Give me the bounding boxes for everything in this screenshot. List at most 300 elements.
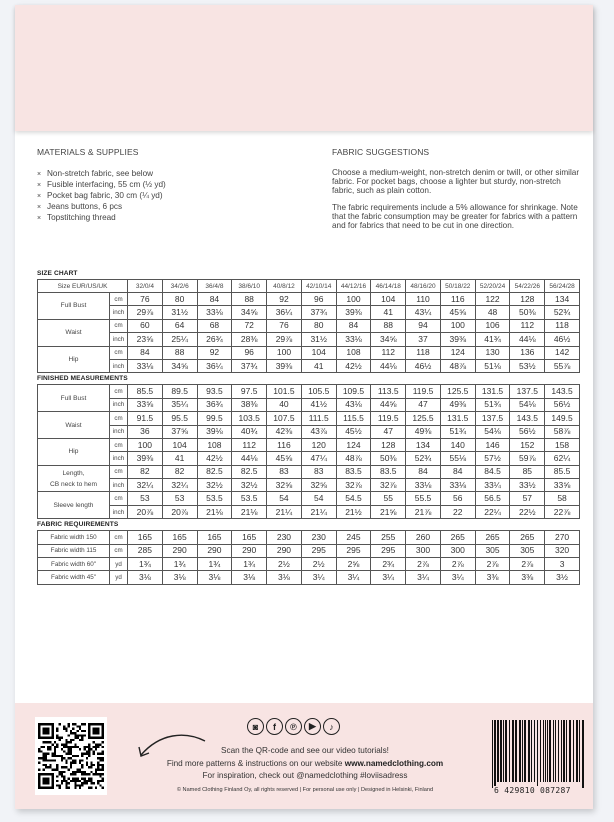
value-cell: 80 — [162, 293, 197, 306]
value-cell: 20⅞ — [128, 505, 163, 518]
value-cell: 51⅛ — [475, 359, 510, 372]
value-cell: 41 — [371, 306, 406, 319]
table-row — [38, 492, 580, 505]
value-cell: 38⅜ — [232, 398, 267, 411]
fabric-requirements-title: FABRIC REQUIREMENTS — [37, 521, 119, 529]
value-cell: 43⅞ — [301, 425, 336, 438]
value-cell: 134 — [406, 438, 441, 451]
value-cell: 41¾ — [475, 333, 510, 346]
material-item — [37, 191, 307, 202]
value-cell: 82.5 — [197, 465, 232, 478]
value-cell: 39⅜ — [267, 359, 302, 372]
value-cell: 47 — [371, 425, 406, 438]
value-cell: 95.5 — [162, 412, 197, 425]
size-column-header: 40/8/12 — [267, 280, 302, 293]
fabric-suggestions-title: FABRIC SUGGESTIONS — [332, 147, 430, 157]
value-cell: 128 — [510, 293, 545, 306]
bullet-x-icon: × — [37, 182, 42, 189]
value-cell: 55.5 — [406, 492, 441, 505]
value-cell: 21⅝ — [371, 505, 406, 518]
value-cell: 25¼ — [162, 333, 197, 346]
value-cell: 3⅛ — [267, 571, 302, 584]
value-cell: 290 — [162, 544, 197, 557]
value-cell: 230 — [267, 531, 302, 544]
scan-qr-text: Scan the QR-code and see our video tutorials! — [221, 746, 389, 755]
size-column-header: 32/0/4 — [128, 280, 163, 293]
materials-title: MATERIALS & SUPPLIES — [37, 147, 139, 157]
value-cell: 35¼ — [162, 398, 197, 411]
row-label: Waist — [38, 412, 110, 439]
unit-inch: inch — [110, 333, 128, 346]
value-cell: 113.5 — [371, 385, 406, 398]
value-cell: 60 — [128, 319, 163, 332]
size-column-header: 36/4/8 — [197, 280, 232, 293]
value-cell: 36¾ — [197, 398, 232, 411]
table-row — [38, 505, 580, 518]
value-cell: 42⅜ — [267, 425, 302, 438]
value-cell: 119.5 — [371, 412, 406, 425]
value-cell: 54 — [267, 492, 302, 505]
table-row — [38, 571, 580, 584]
qr-code-icon — [38, 720, 104, 792]
table-row — [38, 465, 580, 478]
value-cell: 84 — [440, 465, 475, 478]
value-cell: 33⅛ — [197, 306, 232, 319]
unit-cm: cm — [110, 412, 128, 425]
value-cell: 34⅝ — [162, 359, 197, 372]
value-cell: 42½ — [197, 452, 232, 465]
value-cell: 3¼ — [336, 571, 371, 584]
value-cell: 109.5 — [336, 385, 371, 398]
value-cell: 46½ — [545, 333, 580, 346]
value-cell: 41 — [162, 452, 197, 465]
value-cell: 104 — [162, 438, 197, 451]
value-cell: 125.5 — [440, 385, 475, 398]
value-cell: 33⅝ — [128, 398, 163, 411]
value-cell: 26¾ — [197, 333, 232, 346]
material-item-label: Fusible interfacing, 55 cm (½ yd) — [47, 180, 166, 189]
unit-inch: inch — [110, 359, 128, 372]
value-cell: 290 — [232, 544, 267, 557]
value-cell: 270 — [545, 531, 580, 544]
value-cell: 21½ — [336, 505, 371, 518]
value-cell: 265 — [440, 531, 475, 544]
value-cell: 143.5 — [545, 385, 580, 398]
value-cell: 300 — [406, 544, 441, 557]
tiktok-icon[interactable]: ♪ — [323, 718, 340, 735]
facebook-icon[interactable]: f — [266, 718, 283, 735]
value-cell: 165 — [232, 531, 267, 544]
value-cell: 295 — [301, 544, 336, 557]
material-item-label: Non-stretch fabric, see below — [47, 169, 154, 178]
value-cell: 32½ — [232, 479, 267, 492]
size-column-header: 42/10/14 — [301, 280, 336, 293]
value-cell: 1¾ — [232, 558, 267, 571]
value-cell: 100 — [440, 319, 475, 332]
value-cell: 112 — [510, 319, 545, 332]
qr-code[interactable] — [35, 717, 107, 795]
row-label: Fabric width 60" — [38, 558, 110, 571]
value-cell: 56½ — [545, 398, 580, 411]
table-row — [38, 452, 580, 465]
value-cell: 50⅜ — [510, 306, 545, 319]
unit-inch: inch — [110, 398, 128, 411]
size-column-header: 54/22/26 — [510, 280, 545, 293]
value-cell: 2⅞ — [510, 558, 545, 571]
value-cell: 47 — [406, 398, 441, 411]
table-row — [38, 385, 580, 398]
website-link[interactable]: www.namedclothing.com — [344, 758, 444, 768]
unit-cm: cm — [110, 346, 128, 359]
value-cell: 96 — [301, 293, 336, 306]
value-cell: 3½ — [545, 571, 580, 584]
material-item — [37, 169, 307, 180]
value-cell: 230 — [301, 531, 336, 544]
value-cell: 23⅝ — [128, 333, 163, 346]
value-cell: 42½ — [336, 359, 371, 372]
value-cell: 124 — [440, 346, 475, 359]
value-cell: 72 — [232, 319, 267, 332]
row-label: Full Bust — [38, 293, 110, 320]
value-cell: 28⅜ — [232, 333, 267, 346]
table-row — [38, 479, 580, 492]
unit-cm: cm — [110, 385, 128, 398]
size-column-header: 38/6/10 — [232, 280, 267, 293]
material-item — [37, 180, 307, 191]
unit-cm: cm — [110, 438, 128, 451]
unit-cm: cm — [110, 492, 128, 505]
value-cell: 89.5 — [162, 385, 197, 398]
bullet-x-icon: × — [37, 193, 42, 200]
value-cell: 149.5 — [545, 412, 580, 425]
table-row — [38, 438, 580, 451]
value-cell: 57 — [510, 492, 545, 505]
table-row — [38, 333, 580, 346]
pattern-page — [15, 5, 593, 809]
value-cell: 3 — [545, 558, 580, 571]
value-cell: 152 — [510, 438, 545, 451]
value-cell: 83.5 — [371, 465, 406, 478]
value-cell: 55⅛ — [440, 452, 475, 465]
material-item-label: Topstitching thread — [47, 213, 116, 222]
value-cell: 36¼ — [197, 359, 232, 372]
unit-cm: cm — [110, 319, 128, 332]
value-cell: 83.5 — [336, 465, 371, 478]
unit-inch: inch — [110, 306, 128, 319]
value-cell: 20⅞ — [162, 505, 197, 518]
value-cell: 3⅛ — [197, 571, 232, 584]
value-cell: 39⅜ — [336, 306, 371, 319]
value-cell: 320 — [545, 544, 580, 557]
copyright-text: © Named Clothing Finland Oy, all rights reserved | For personal use only | Designed in Helsinki, Finland — [176, 786, 434, 793]
value-cell: 300 — [440, 544, 475, 557]
unit-inch: inch — [110, 452, 128, 465]
value-cell: 100 — [128, 438, 163, 451]
value-cell: 143.5 — [510, 412, 545, 425]
value-cell: 56½ — [510, 425, 545, 438]
value-cell: 84 — [406, 465, 441, 478]
value-cell: 128 — [371, 438, 406, 451]
value-cell: 3⅛ — [232, 571, 267, 584]
value-cell: 53.5 — [232, 492, 267, 505]
row-label: Length, CB neck to hem — [38, 465, 110, 492]
value-cell: 165 — [162, 531, 197, 544]
unit-cm: cm — [110, 293, 128, 306]
value-cell: 40 — [267, 398, 302, 411]
value-cell: 108 — [197, 438, 232, 451]
value-cell: 3¼ — [440, 571, 475, 584]
value-cell: 118 — [406, 346, 441, 359]
value-cell: 37 — [406, 333, 441, 346]
value-cell: 52¾ — [545, 306, 580, 319]
value-cell: 37¾ — [232, 359, 267, 372]
value-cell: 97.5 — [232, 385, 267, 398]
value-cell: 29⅞ — [267, 333, 302, 346]
value-cell: 83 — [301, 465, 336, 478]
value-cell: 32¼ — [128, 479, 163, 492]
row-label: Fabric width 115 — [38, 544, 110, 557]
value-cell: 33½ — [510, 479, 545, 492]
value-cell: 31½ — [301, 333, 336, 346]
value-cell: 103.5 — [232, 412, 267, 425]
value-cell: 53 — [162, 492, 197, 505]
unit-inch: inch — [110, 505, 128, 518]
value-cell: 88 — [371, 319, 406, 332]
value-cell: 47¼ — [301, 452, 336, 465]
value-cell: 29⅞ — [128, 306, 163, 319]
value-cell: 33⅛ — [406, 479, 441, 492]
table-row — [38, 306, 580, 319]
value-cell: 32⅞ — [371, 479, 406, 492]
youtube-icon[interactable]: ▶ — [304, 718, 321, 735]
value-cell: 80 — [301, 319, 336, 332]
row-label: Sleeve length — [38, 492, 110, 519]
value-cell: 101.5 — [267, 385, 302, 398]
value-cell: 59⅞ — [510, 452, 545, 465]
row-label: Waist — [38, 319, 110, 346]
value-cell: 51¾ — [440, 425, 475, 438]
value-cell: 93.5 — [197, 385, 232, 398]
value-cell: 21⅛ — [232, 505, 267, 518]
value-cell: 54⅛ — [475, 425, 510, 438]
barcode-number: 6 429810 087287 — [494, 786, 571, 795]
value-cell: 100 — [336, 293, 371, 306]
value-cell: 115.5 — [336, 412, 371, 425]
value-cell: 32⅝ — [301, 479, 336, 492]
value-cell: 33⅛ — [128, 359, 163, 372]
materials-section — [37, 147, 307, 224]
value-cell: 165 — [128, 531, 163, 544]
value-cell: 137.5 — [510, 385, 545, 398]
size-column-header: 46/14/18 — [371, 280, 406, 293]
value-cell: 106 — [475, 319, 510, 332]
value-cell: 44⅛ — [371, 359, 406, 372]
value-cell: 88 — [232, 293, 267, 306]
value-cell: 108 — [336, 346, 371, 359]
value-cell: 82.5 — [232, 465, 267, 478]
value-cell: 49⅜ — [440, 398, 475, 411]
fabric-allowance-paragraph: The fabric requirements include a 5% allowance for shrinkage. Note that the fabric consumption may be greater for fabrics with a pattern and for fabrics that need to be cut in one direction. — [332, 203, 578, 230]
value-cell: 265 — [475, 531, 510, 544]
value-cell: 255 — [371, 531, 406, 544]
value-cell: 265 — [510, 531, 545, 544]
value-cell: 245 — [336, 531, 371, 544]
value-cell: 21⅛ — [197, 505, 232, 518]
size-column-header: 50/18/22 — [440, 280, 475, 293]
value-cell: 99.5 — [197, 412, 232, 425]
value-cell: 158 — [545, 438, 580, 451]
value-cell: 33⅝ — [545, 479, 580, 492]
value-cell: 285 — [128, 544, 163, 557]
value-cell: 45½ — [336, 425, 371, 438]
size-column-header: 56/24/28 — [545, 280, 580, 293]
value-cell: 43⅛ — [336, 398, 371, 411]
value-cell: 110 — [406, 293, 441, 306]
fabric-requirements-table — [37, 530, 580, 585]
value-cell: 48⅞ — [440, 359, 475, 372]
value-cell: 57½ — [475, 452, 510, 465]
size-column-header: 52/20/24 — [475, 280, 510, 293]
value-cell: 50⅜ — [371, 452, 406, 465]
material-item-label: Pocket bag fabric, 30 cm (¼ yd) — [47, 191, 163, 200]
value-cell: 39⅜ — [440, 333, 475, 346]
value-cell: 33⅛ — [440, 479, 475, 492]
bullet-x-icon: × — [37, 171, 42, 178]
material-item — [37, 202, 307, 213]
unit-label: cm — [110, 531, 128, 544]
value-cell: 54⅛ — [510, 398, 545, 411]
size-header-row — [38, 280, 580, 293]
size-column-header: 44/12/16 — [336, 280, 371, 293]
value-cell: 142 — [545, 346, 580, 359]
size-chart-title: SIZE CHART — [37, 270, 78, 277]
value-cell: 1¾ — [197, 558, 232, 571]
value-cell: 49⅜ — [406, 425, 441, 438]
materials-list — [37, 169, 307, 224]
pinterest-icon[interactable]: ℗ — [285, 718, 302, 735]
table-row — [38, 359, 580, 372]
value-cell: 295 — [336, 544, 371, 557]
material-item — [37, 213, 307, 224]
value-cell: 43¼ — [406, 306, 441, 319]
value-cell: 3⅜ — [475, 571, 510, 584]
value-cell: 104 — [371, 293, 406, 306]
value-cell: 68 — [197, 319, 232, 332]
value-cell: 21¼ — [301, 505, 336, 518]
value-cell: 37¾ — [301, 306, 336, 319]
bullet-x-icon: × — [37, 215, 42, 222]
value-cell: 48⅞ — [336, 452, 371, 465]
value-cell: 92 — [267, 293, 302, 306]
unit-label: yd — [110, 571, 128, 584]
value-cell: 260 — [406, 531, 441, 544]
finished-measurements-table — [37, 384, 580, 519]
value-cell: 44⅝ — [371, 398, 406, 411]
value-cell: 46½ — [406, 359, 441, 372]
value-cell: 3¼ — [406, 571, 441, 584]
value-cell: 31½ — [162, 306, 197, 319]
value-cell: 2¾ — [371, 558, 406, 571]
value-cell: 116 — [440, 293, 475, 306]
table-row — [38, 346, 580, 359]
value-cell: 3⅛ — [128, 571, 163, 584]
value-cell: 118 — [545, 319, 580, 332]
instagram-icon[interactable]: ◙ — [247, 718, 264, 735]
value-cell: 41 — [301, 359, 336, 372]
value-cell: 137.5 — [475, 412, 510, 425]
value-cell: 21¼ — [267, 505, 302, 518]
row-label: Fabric width 45" — [38, 571, 110, 584]
value-cell: 55⅞ — [545, 359, 580, 372]
row-label: Hip — [38, 346, 110, 373]
measurement-tables — [37, 268, 579, 585]
value-cell: 21⅞ — [406, 505, 441, 518]
value-cell: 84 — [336, 319, 371, 332]
value-cell: 39⅜ — [128, 452, 163, 465]
value-cell: 32½ — [197, 479, 232, 492]
barcode-icon — [492, 720, 585, 788]
size-column-header: 48/16/20 — [406, 280, 441, 293]
value-cell: 58⅞ — [545, 425, 580, 438]
value-cell: 112 — [371, 346, 406, 359]
unit-label: cm — [110, 544, 128, 557]
value-cell: 82 — [162, 465, 197, 478]
value-cell: 3¼ — [301, 571, 336, 584]
value-cell: 37⅝ — [162, 425, 197, 438]
size-header-label: Size EUR/US/UK — [38, 280, 128, 293]
barcode — [492, 720, 585, 796]
size-column-header: 34/2/6 — [162, 280, 197, 293]
value-cell: 54 — [301, 492, 336, 505]
value-cell: 107.5 — [267, 412, 302, 425]
value-cell: 56 — [440, 492, 475, 505]
value-cell: 134 — [545, 293, 580, 306]
value-cell: 305 — [475, 544, 510, 557]
value-cell: 122 — [475, 293, 510, 306]
value-cell: 146 — [475, 438, 510, 451]
value-cell: 32⅝ — [267, 479, 302, 492]
value-cell: 120 — [301, 438, 336, 451]
table-row — [38, 412, 580, 425]
value-cell: 165 — [197, 531, 232, 544]
value-cell: 112 — [232, 438, 267, 451]
value-cell: 22½ — [510, 505, 545, 518]
value-cell: 84.5 — [475, 465, 510, 478]
table-row — [38, 544, 580, 557]
value-cell: 54.5 — [336, 492, 371, 505]
value-cell: 22⅞ — [545, 505, 580, 518]
value-cell: 131.5 — [475, 385, 510, 398]
value-cell: 40¾ — [232, 425, 267, 438]
value-cell: 116 — [267, 438, 302, 451]
value-cell: 36¼ — [267, 306, 302, 319]
footer-text — [135, 745, 475, 796]
value-cell: 119.5 — [406, 385, 441, 398]
table-row — [38, 558, 580, 571]
value-cell: 85.5 — [545, 465, 580, 478]
value-cell: 140 — [440, 438, 475, 451]
social-icons — [247, 718, 340, 735]
value-cell: 290 — [267, 544, 302, 557]
unit-inch: inch — [110, 425, 128, 438]
bullet-x-icon: × — [37, 204, 42, 211]
value-cell: 39⅛ — [197, 425, 232, 438]
value-cell: 62¼ — [545, 452, 580, 465]
value-cell: 82 — [128, 465, 163, 478]
value-cell: 111.5 — [301, 412, 336, 425]
inspiration-text: For inspiration, check out @namedclothing #loviisadress — [202, 771, 408, 780]
value-cell: 22¼ — [475, 505, 510, 518]
